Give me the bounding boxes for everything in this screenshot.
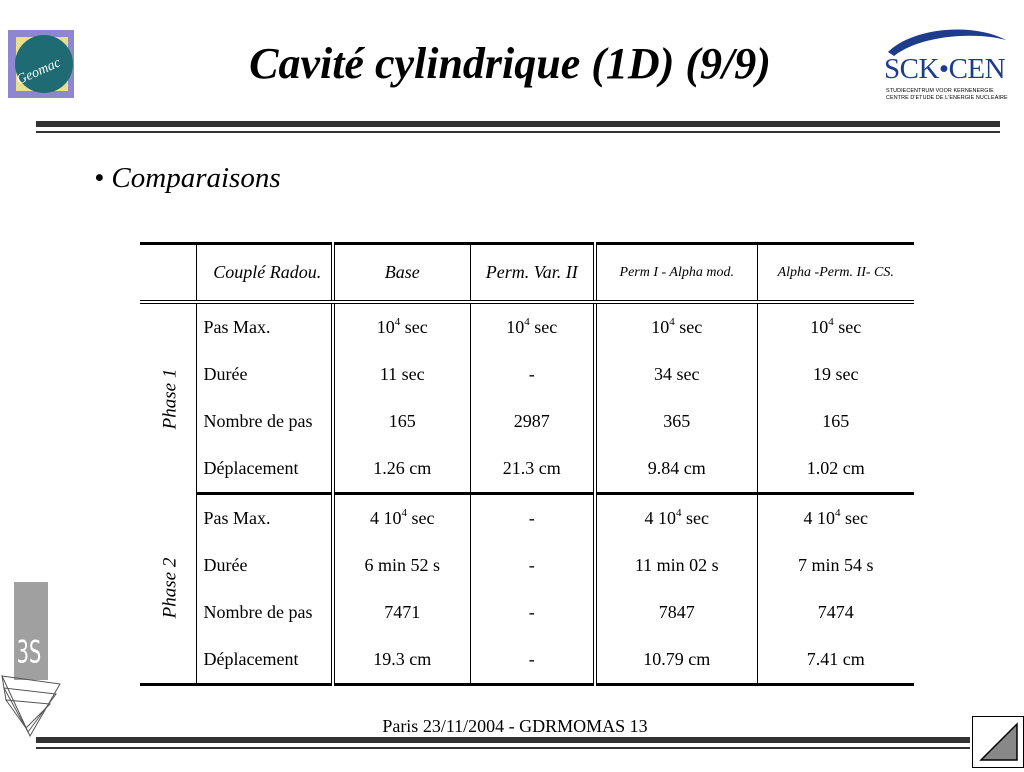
table-cell: 10.79 cm [595,636,757,685]
row-label: Nombre de pas [196,589,333,636]
header-base: Base [333,244,470,303]
table-cell: 19.3 cm [333,636,470,685]
table-cell: 11 sec [333,351,470,398]
logo-3s [0,582,64,742]
sck-cen-caption-line1: STUDIECENTRUM VOOR KERNENERGIE [886,88,994,94]
logo-3s-text: 3S [16,634,42,672]
table-cell: 165 [757,398,914,445]
table-row [140,636,914,685]
table-row [140,302,914,351]
table-cell: 2987 [470,398,595,445]
table-cell: 21.3 cm [470,445,595,494]
phase-1-label-cell [140,302,196,494]
table-cell: 4 $10^4$ sec [595,494,757,543]
table-cell: 34 sec [595,351,757,398]
row-label: Nombre de pas [196,398,333,445]
table-cell: - [470,542,595,589]
table-cell: 6 min 52 s [333,542,470,589]
table-cell: 11 min 02 s [595,542,757,589]
table-cell: 4 $10^4$ sec [757,494,914,543]
table-row [140,494,914,543]
table-cell: 7 min 54 s [757,542,914,589]
phase-2-label: Phase 2 [159,557,181,619]
table-cell: 165 [333,398,470,445]
table-cell: 1.26 cm [333,445,470,494]
table-cell: 4 $10^4$ sec [333,494,470,543]
sck-cen-logo [882,24,1010,106]
table-cell: 7847 [595,589,757,636]
slide-nav-button[interactable] [972,716,1024,768]
table-cell: 7.41 cm [757,636,914,685]
header-couple-radou: Couplé Radou. [196,244,333,303]
table-cell: 365 [595,398,757,445]
header-empty-cell [140,244,196,303]
geomac-logo [8,30,74,98]
table-row [140,445,914,494]
table-cell: - [470,494,595,543]
table-cell: - [470,636,595,685]
row-label: Pas Max. [196,494,333,543]
table-cell: $10^4$ sec [333,302,470,351]
table-row [140,542,914,589]
header-rule-thick [36,121,1000,127]
table-cell: $10^4$ sec [757,302,914,351]
table-cell: 9.84 cm [595,445,757,494]
phase-2-label-cell [140,494,196,685]
row-label: Déplacement [196,636,333,685]
comparison-table [140,242,914,686]
slide-title: Cavité cylindrique (1D) (9/9) [249,39,771,88]
table-cell: $10^4$ sec [470,302,595,351]
header-alpha-perm-ii-cs: Alpha -Perm. II- CS. [757,244,914,303]
bullet-text: Comparaisons [111,162,281,194]
table-cell: - [470,589,595,636]
table-cell: 7474 [757,589,914,636]
table-header-row [140,244,914,303]
footer-text: Paris 23/11/2004 - GDRMOMAS 13 [382,716,648,736]
geomac-logo-text: Geomac [14,55,64,89]
footer-rule-thick [36,737,970,743]
row-label: Déplacement [196,445,333,494]
row-label: Durée [196,351,333,398]
row-label: Durée [196,542,333,589]
bullet-comparaisons [94,162,281,195]
table-cell: 7471 [333,589,470,636]
header-perm-var-ii: Perm. Var. II [470,244,595,303]
header-perm-i-alpha-mod: Perm I - Alpha mod. [595,244,757,303]
row-label: Pas Max. [196,302,333,351]
phase-1-label: Phase 1 [159,368,181,430]
triangle-left-icon [973,717,1023,767]
table-cell: $10^4$ sec [595,302,757,351]
bullet-symbol: • [94,162,105,194]
table-row [140,351,914,398]
footer-rule-thin [36,747,970,749]
sck-cen-caption-line2: CENTRE D'ETUDE DE L'ENERGIE NUCLEAIRE [886,95,1008,101]
table-row [140,589,914,636]
sck-cen-logo-text: SCK•CEN [884,53,1006,85]
table-row [140,398,914,445]
table-cell: - [470,351,595,398]
header-rule-thin [36,131,1000,133]
table-cell: 19 sec [757,351,914,398]
table-cell: 1.02 cm [757,445,914,494]
